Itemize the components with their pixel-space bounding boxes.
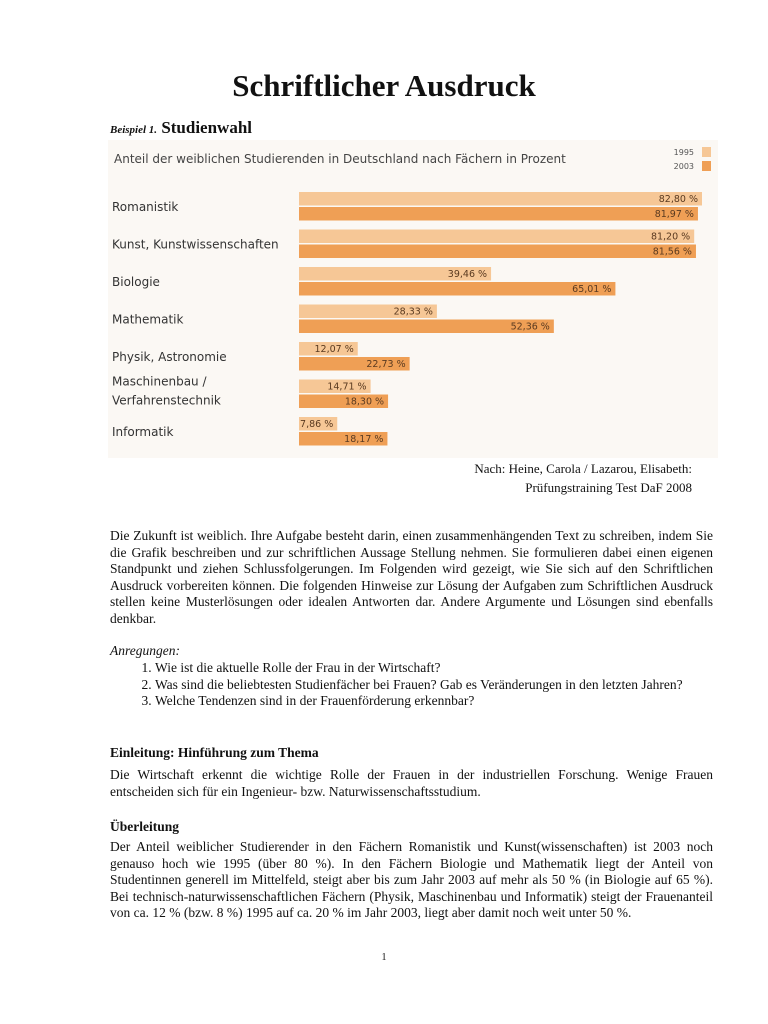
bar (299, 282, 615, 296)
credit-line-1: Nach: Heine, Carola / Lazarou, Elisabeth: (474, 461, 692, 476)
data-label: 39,46 % (447, 269, 488, 280)
bar (299, 207, 698, 221)
transition-heading: Überleitung (110, 819, 179, 834)
data-label: 7,86 % (300, 419, 334, 430)
category-label: Romanistik (112, 200, 179, 214)
data-label: 12,07 % (314, 344, 354, 355)
category-label: Physik, Astronomie (112, 350, 227, 364)
page-number: 1 (381, 952, 387, 963)
data-label: 14,71 % (327, 381, 367, 393)
bar (299, 192, 702, 206)
category-label: Biologie (112, 275, 160, 289)
list-item: 2. Was sind die beliebtesten Studienfächer bei Frauen? Gab es Veränderungen in den letzten Jahren? (155, 677, 758, 694)
list-item: 3. Welche Tendenzen sind in der Frauenförderung erkennbar? (155, 693, 758, 710)
data-label: 81,20 % (650, 231, 691, 243)
credit-line-2: Prüfungstraining Test DaF 2008 (525, 480, 692, 495)
example-label: Beispiel 1. (110, 124, 158, 136)
source-credit (474, 459, 692, 497)
page-title: Schriftlicher Ausdruck (232, 68, 536, 103)
list-item: 1. Wie ist die aktuelle Rolle der Frau in der Wirtschaft? (155, 660, 758, 677)
intro-section-heading: Einleitung: Hinführung zum Thema (110, 745, 319, 760)
data-label: 28,33 % (393, 306, 433, 318)
data-label: 52,36 % (510, 321, 550, 333)
data-label: 22,73 % (366, 359, 406, 370)
data-label: 65,01 % (572, 284, 612, 295)
data-label: 81,56 % (652, 246, 692, 258)
category-label: Informatik (112, 425, 174, 439)
suggestions-heading: Anregungen: (110, 643, 180, 658)
bar (299, 245, 696, 259)
bar-chart (108, 140, 718, 458)
data-label: 18,17 % (344, 434, 384, 445)
category-label: Verfahrenstechnik (112, 393, 221, 408)
category-label: Mathematik (112, 312, 184, 327)
legend-label: 1995 (673, 148, 694, 157)
chart-title: Anteil der weiblichen Studierenden in Deutschland nach Fächern in Prozent (114, 152, 566, 166)
legend-label: 2003 (673, 162, 694, 171)
bar (299, 230, 694, 244)
suggestions-list (110, 660, 758, 710)
legend-swatch (702, 161, 711, 171)
legend-swatch (702, 147, 711, 157)
data-label: 82,80 % (658, 194, 698, 205)
intro-paragraph: Die Zukunft ist weiblich. Ihre Aufgabe besteht darin, einen zusammenhängenden Text zu schreiben, indem Sie die Grafik beschreiben und zur schriftlichen Aussage Stellung nehmen. Sie formulieren dabei einen eigenen Standpunkt und ziehen Schlussfolgerungen. Im Folgenden wird gezeigt, wie Sie sich auf den Schriftlichen Ausdruck vorbereiten können. Die folgenden Hinweise zur Lösung der Aufgaben zum Schriftlichen Ausdruck stellen keine Musterlösungen oder idealen Antworten dar. Andere Argumente und Lösungen sind ebenfalls denkbar. (110, 528, 713, 626)
data-label: 18,30 % (344, 396, 385, 408)
category-label: Kunst, Kunstwissenschaften (112, 237, 279, 252)
data-label: 81,97 % (654, 209, 694, 220)
example-heading (110, 118, 252, 138)
example-name: Studienwahl (161, 118, 253, 137)
intro-section-text: Die Wirtschaft erkennt die wichtige Rolle der Frauen in der industriellen Forschung. Wenige Frauen entscheiden sich für ein Ingenieur- bzw. Naturwissenschaftsstudium. (110, 767, 713, 799)
category-label: Maschinenbau / (112, 374, 207, 389)
transition-text: Der Anteil weiblicher Studierender in den Fächern Romanistik und Kunst(wissenschaften) ist 2003 noch genauso hoch wie 1995 (über 80 %). In den Fächern Biologie und Mathematik liegt der Anteil von Studentinnen generell im Mittelfeld, steigt aber bis zum Jahr 2003 auf mehr als 50 % (in Biologie auf 65 %). Bei technisch-naturwissenschaftlichen Fächern (Physik, Maschinenbau und Informatik) steigt der Frauenanteil von ca. 12 % (bzw. 8 %) 1995 auf ca. 20 % im Jahr 2003, liegt aber damit noch weit unter 50 %. (110, 839, 713, 920)
